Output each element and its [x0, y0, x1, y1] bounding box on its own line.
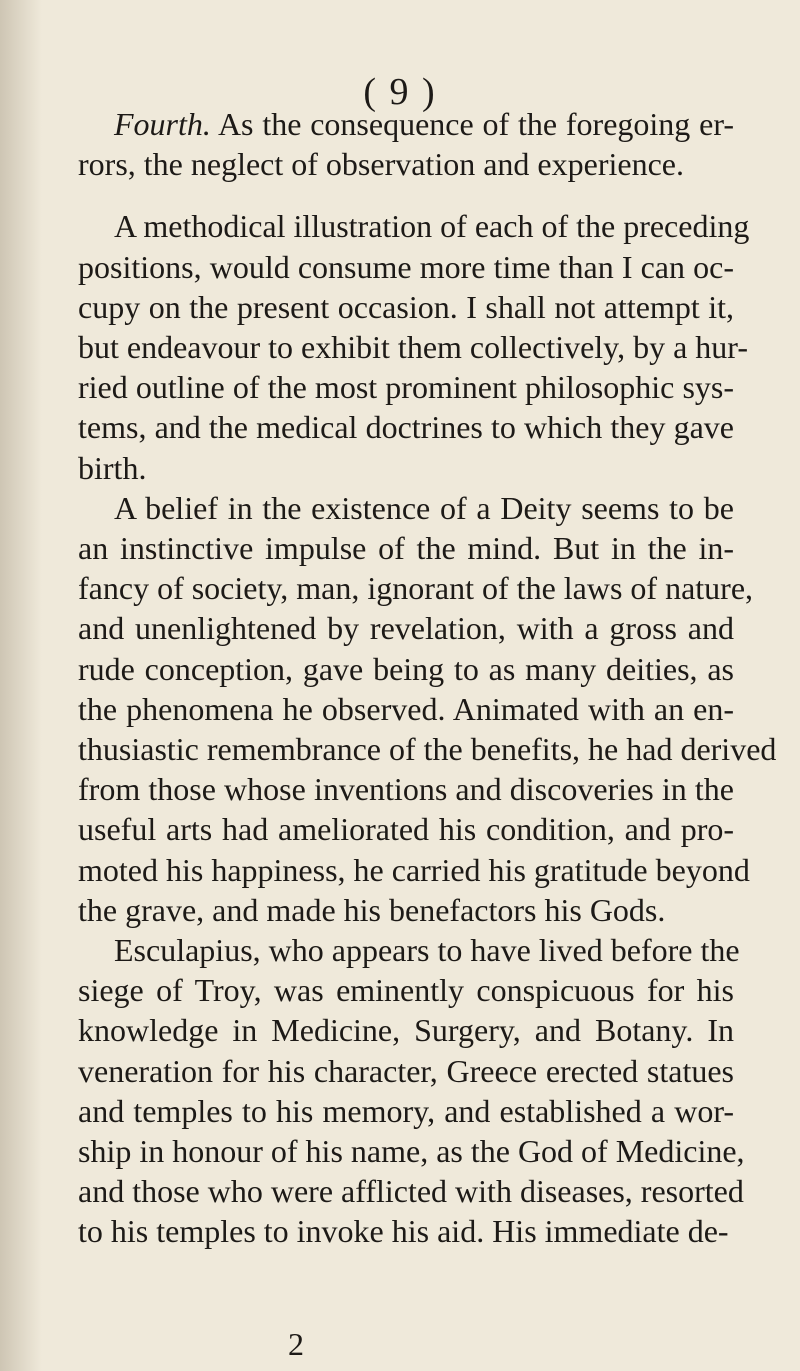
- text-line: positions, would consume more time than I can oc-: [78, 248, 734, 285]
- text-line: the grave, and made his benefactors his Gods.: [78, 891, 666, 928]
- text-line: to his temples to invoke his aid. His immediate de-: [78, 1213, 729, 1250]
- text-line: from those whose inventions and discoveries in the: [78, 771, 734, 808]
- body-text: [78, 104, 777, 1252]
- text-line: A methodical illustration of each of the preceding: [114, 208, 750, 245]
- text-line: cupy on the present occasion. I shall not attempt it,: [78, 288, 734, 325]
- text-line: but endeavour to exhibit them collectively, by a hur-: [78, 329, 748, 366]
- text-line: moted his happiness, he carried his gratitude beyond: [78, 851, 750, 888]
- line-text: As the consequence of the foregoing er-: [210, 106, 734, 142]
- italic-lead: Fourth.: [114, 106, 211, 142]
- text-line: fancy of society, man, ignorant of the laws of nature,: [78, 570, 754, 607]
- text-line: the phenomena he observed. Animated with an en-: [78, 690, 734, 727]
- text-line: A belief in the existence of a Deity seems to be: [114, 489, 734, 526]
- text-line: veneration for his character, Greece erected statues: [78, 1052, 734, 1089]
- text-line: useful arts had ameliorated his condition, and pro-: [78, 811, 734, 848]
- text-line: [78, 104, 734, 144]
- paragraph: [78, 930, 745, 1252]
- paragraph: [78, 104, 734, 184]
- text-line: and unenlightened by revelation, with a gross and: [78, 610, 734, 647]
- text-line: and temples to his memory, and established a wor-: [78, 1092, 734, 1129]
- text-line: siege of Troy, was eminently conspicuous for his: [78, 972, 734, 1009]
- text-line: ried outline of the most prominent philosophic sys-: [78, 369, 734, 406]
- text-line: birth.: [78, 449, 147, 486]
- paragraph-gap: [78, 184, 734, 206]
- text-line: tems, and the medical doctrines to which they gave: [78, 409, 734, 446]
- paragraph: [78, 488, 777, 930]
- paragraph: [78, 206, 750, 487]
- signature-mark: 2: [288, 1326, 304, 1362]
- text-line: rors, the neglect of observation and experience.: [78, 146, 684, 183]
- page-number: ( 9 ): [363, 71, 437, 113]
- text-line: and those who were afflicted with diseases, resorted: [78, 1173, 744, 1210]
- text-line: knowledge in Medicine, Surgery, and Botany. In: [78, 1012, 734, 1049]
- text-line: Esculapius, who appears to have lived before the: [114, 932, 740, 969]
- text-line: ship in honour of his name, as the God of Medicine,: [78, 1133, 745, 1170]
- text-line: rude conception, gave being to as many deities, as: [78, 650, 734, 687]
- text-line: thusiastic remembrance of the benefits, he had derived: [78, 731, 777, 768]
- text-line: an instinctive impulse of the mind. But in the in-: [78, 530, 734, 567]
